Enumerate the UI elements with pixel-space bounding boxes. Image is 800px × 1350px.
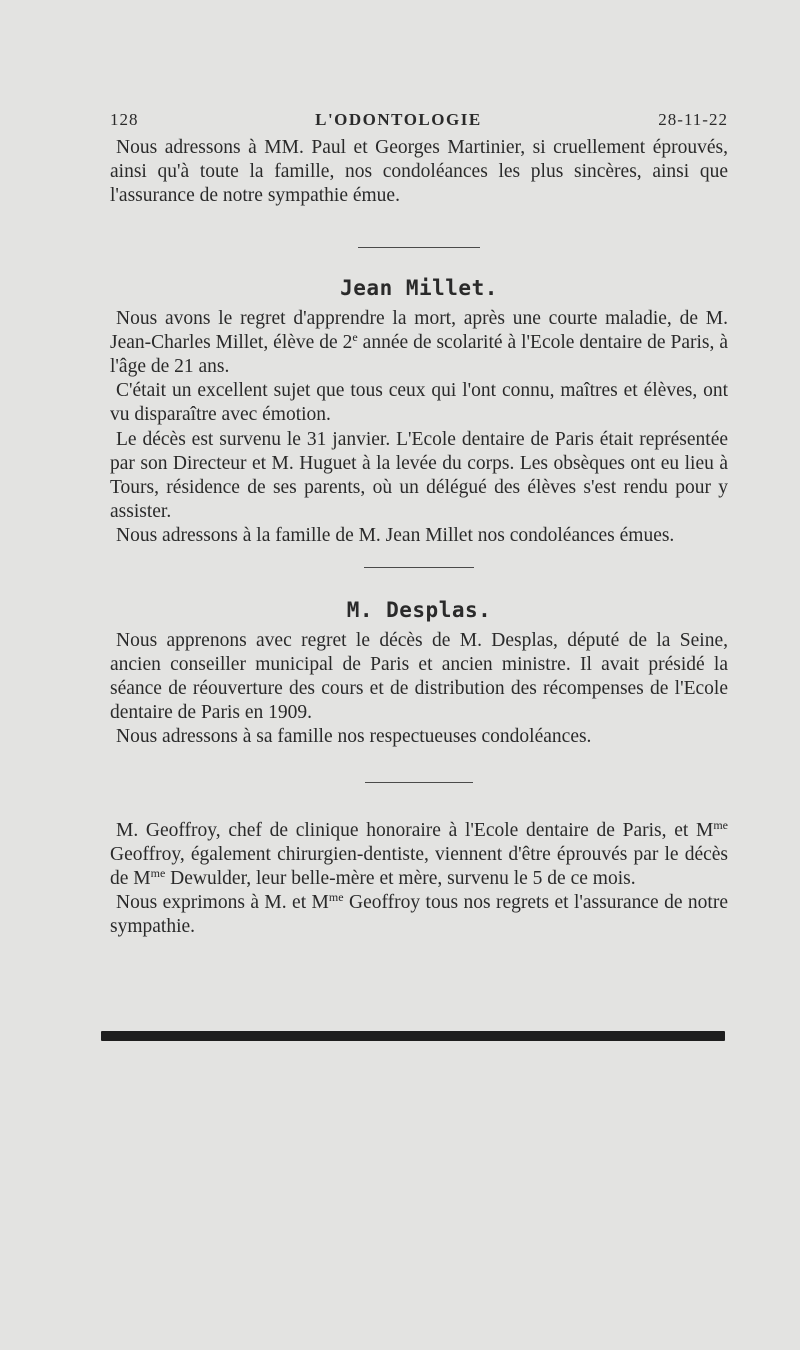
section-heading-millet: Jean Millet. [340, 275, 498, 300]
millet-paragraph-3: Le décès est survenu le 31 janvier. L'Ecole dentaire de Paris était représentée par son Directeur et M. Huguet à la levée du corps. Les obsèques ont eu lieu à Tours, résidence de ses parents, où un délégué des élèves s'est rendu pour y assister. [110, 428, 728, 523]
page-content [110, 110, 728, 940]
issue-date: 28-11-22 [658, 110, 728, 129]
section-divider [364, 567, 474, 568]
end-of-section-bar [101, 1031, 725, 1041]
page-number: 128 [110, 110, 139, 129]
millet-paragraph-2: C'était un excellent sujet que tous ceux qui l'ont connu, maîtres et élèves, ont vu disparaître avec émotion. [110, 380, 728, 426]
millet-paragraph-1: Nous avons le regret d'apprendre la mort, après une courte maladie, de M. Jean-Charles Millet, élève de 2e année de scolarité à l'Ecole dentaire de Paris, à l'âge de 21 ans. [110, 307, 728, 378]
intro-paragraph: Nous adressons à MM. Paul et Georges Martinier, si cruellement éprouvés, ainsi qu'à toute la famille, nos condoléances les plus sincères, ainsi que l'assurance de notre sympathie émue. [110, 137, 728, 207]
running-header [110, 110, 728, 136]
millet-paragraph-4: Nous adressons à la famille de M. Jean Millet nos condoléances émues. [116, 525, 675, 547]
journal-title: L'ODONTOLOGIE [315, 110, 482, 129]
desplas-paragraph-2: Nous adressons à sa famille nos respectueuses condoléances. [116, 726, 592, 748]
desplas-paragraph-1: Nous apprenons avec regret le décès de M. Desplas, député de la Seine, ancien conseiller municipal de Paris et ancien ministre. Il avait présidé la séance de réouverture des cours et de distribution des récompenses de l'Ecole dentaire de Paris en 1909. [110, 629, 728, 724]
section-divider [358, 247, 480, 248]
section-divider [365, 782, 473, 783]
geoffroy-paragraph-1: M. Geoffroy, chef de clinique honoraire à l'Ecole dentaire de Paris, et $M^{me}$ Geoffroy, également chirurgien-dentiste, viennent d'être éprouvés par le décès de $M^{me}$ Dewulder, leur belle-mère et mère, survenu le 5 de ce mois. [110, 817, 728, 890]
geoffroy-paragraph-2: Nous exprimons à M. et $M^{me}$ Geoffroy tous nos regrets et l'assurance de notre sympathie. [110, 890, 729, 938]
section-heading-desplas: M. Desplas. [346, 597, 492, 622]
